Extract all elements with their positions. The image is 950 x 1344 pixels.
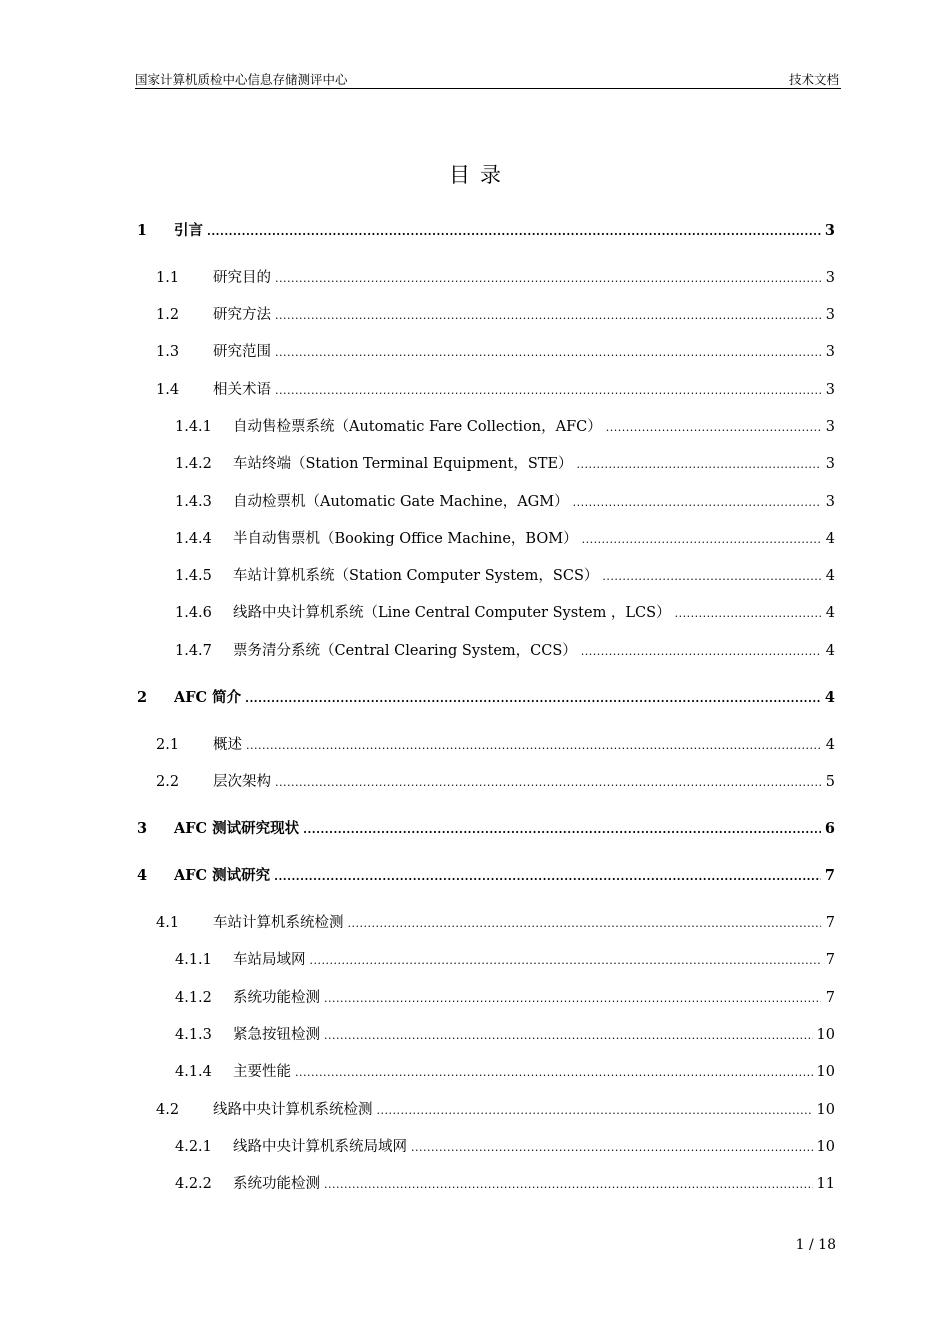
toc-entry-title: AFC 测试研究现状 (174, 820, 300, 837)
toc-entry-title: 紧急按钮检测 (233, 1027, 320, 1043)
toc-entry-page: 4 (825, 737, 835, 753)
toc-dot-leader (411, 1138, 813, 1158)
toc-entry-level3[interactable] (175, 417, 835, 437)
toc-entry-page: 3 (825, 419, 835, 435)
toc-entry-level1[interactable] (137, 819, 835, 839)
toc-entry-number: 1.4.6 (175, 605, 212, 621)
page-number: 1 / 18 (795, 1237, 836, 1253)
toc-entry-page: 7 (825, 915, 835, 931)
toc-entry-page: 7 (824, 867, 835, 884)
toc-entry-level2[interactable] (156, 305, 835, 325)
toc-entry-level3[interactable] (175, 1062, 835, 1082)
toc-entry-title: 研究方法 (213, 307, 271, 323)
toc-entry-number: 1.4.4 (175, 531, 212, 547)
toc-entry-number: 4.1.3 (175, 1027, 212, 1043)
toc-entry-title: 线路中央计算机系统（Line Central Computer System ，LCS） (233, 605, 671, 621)
toc-entry-level1[interactable] (137, 688, 835, 708)
toc-dot-leader (245, 689, 821, 709)
toc-dot-leader (275, 306, 821, 326)
toc-entry-title: 概述 (213, 737, 242, 753)
toc-entry-page: 4 (825, 531, 835, 547)
toc-entry-number: 4.1 (156, 915, 180, 931)
toc-entry-title: 车站终端（Station Terminal Equipment，STE） (233, 456, 573, 472)
toc-entry-number: 1.3 (156, 344, 180, 360)
toc-entry-number: 1.1 (156, 270, 180, 286)
toc-entry-title: 线路中央计算机系统检测 (213, 1102, 373, 1118)
toc-entry-page: 3 (825, 456, 835, 472)
toc-dot-leader (275, 381, 821, 401)
toc-entry-level2[interactable] (156, 268, 835, 288)
toc-dot-leader (348, 914, 822, 934)
toc-entry-level2[interactable] (156, 1100, 835, 1120)
toc-entry-page: 10 (816, 1139, 835, 1155)
toc-entry-number: 4.1.2 (175, 990, 212, 1006)
toc-dot-leader (295, 1063, 813, 1083)
toc-entry-page: 4 (824, 689, 835, 706)
toc-entry-level1[interactable] (137, 866, 835, 886)
toc-entry-page: 3 (825, 307, 835, 323)
toc-entry-title: 研究范围 (213, 344, 271, 360)
toc-entry-page: 4 (825, 605, 835, 621)
toc-dot-leader (577, 455, 821, 475)
toc-dot-leader (377, 1101, 813, 1121)
toc-dot-leader (573, 493, 821, 513)
toc-entry-number: 1 (137, 222, 148, 239)
toc-entry-level3[interactable] (175, 492, 835, 512)
toc-entry-title: 线路中央计算机系统局域网 (233, 1139, 407, 1155)
toc-entry-level1[interactable] (137, 221, 835, 241)
toc-dot-leader (207, 222, 821, 242)
toc-entry-level2[interactable] (156, 735, 835, 755)
toc-dot-leader (324, 1175, 813, 1195)
toc-dot-leader (246, 736, 821, 756)
toc-entry-title: 相关术语 (213, 382, 271, 398)
toc-entry-number: 3 (137, 820, 148, 837)
toc-entry-number: 4.2.1 (175, 1139, 212, 1155)
toc-entry-level2[interactable] (156, 342, 835, 362)
toc-entry-number: 1.4.1 (175, 419, 212, 435)
toc-title: 目录 (449, 163, 511, 187)
toc-entry-page: 4 (825, 568, 835, 584)
toc-entry-title: 自动售检票系统（Automatic Fare Collection，AFC） (233, 419, 602, 435)
toc-entry-level3[interactable] (175, 454, 835, 474)
toc-entry-title: 引言 (174, 222, 203, 239)
toc-entry-page: 3 (825, 382, 835, 398)
toc-entry-level3[interactable] (175, 603, 835, 623)
toc-entry-title: 层次架构 (213, 774, 271, 790)
toc-entry-page: 7 (825, 952, 835, 968)
toc-entry-number: 4.1.1 (175, 952, 212, 968)
toc-entry-level3[interactable] (175, 1137, 835, 1157)
toc-entry-page: 7 (825, 990, 835, 1006)
toc-entry-level3[interactable] (175, 1174, 835, 1194)
toc-entry-page: 4 (825, 643, 835, 659)
toc-entry-level2[interactable] (156, 380, 835, 400)
toc-dot-leader (275, 269, 821, 289)
toc-entry-title: 票务清分系统（Central Clearing System，CCS） (233, 643, 577, 659)
toc-entry-title: 车站计算机系统检测 (213, 915, 344, 931)
toc-entry-page: 10 (816, 1064, 835, 1080)
toc-entry-title: 车站局域网 (233, 952, 306, 968)
toc-entry-title: 自动检票机（Automatic Gate Machine，AGM） (233, 494, 569, 510)
toc-entry-title: 主要性能 (233, 1064, 291, 1080)
toc-dot-leader (582, 530, 821, 550)
toc-entry-number: 4.1.4 (175, 1064, 212, 1080)
toc-entry-title: AFC 测试研究 (174, 867, 271, 884)
toc-entry-level3[interactable] (175, 988, 835, 1008)
toc-entry-page: 3 (825, 494, 835, 510)
toc-entry-page: 3 (825, 270, 835, 286)
toc-entry-title: 系统功能检测 (233, 990, 320, 1006)
toc-dot-leader (324, 989, 821, 1009)
toc-entry-number: 2.2 (156, 774, 180, 790)
toc-entry-number: 1.4.3 (175, 494, 212, 510)
toc-entry-page: 3 (825, 344, 835, 360)
toc-dot-leader (310, 951, 822, 971)
toc-dot-leader (303, 820, 821, 840)
toc-entry-number: 1.4.2 (175, 456, 212, 472)
toc-entry-title: AFC 简介 (174, 689, 242, 706)
toc-entry-number: 1.4 (156, 382, 180, 398)
toc-entry-page: 5 (825, 774, 835, 790)
toc-dot-leader (275, 343, 821, 363)
toc-entry-title: 车站计算机系统（Station Computer System，SCS） (233, 568, 599, 584)
toc-entry-level3[interactable] (175, 566, 835, 586)
toc-entry-level3[interactable] (175, 1025, 835, 1045)
toc-entry-level2[interactable] (156, 913, 835, 933)
toc-entry-number: 1.2 (156, 307, 180, 323)
toc-entry-page: 10 (816, 1027, 835, 1043)
toc-entry-page: 10 (816, 1102, 835, 1118)
toc-entry-title: 半自动售票机（Booking Office Machine，BOM） (233, 531, 578, 547)
header-organization: 国家计算机质检中心信息存储测评中心 (135, 72, 348, 87)
toc-entry-level3[interactable] (175, 641, 835, 661)
toc-entry-number: 4.2 (156, 1102, 180, 1118)
toc-entry-number: 2.1 (156, 737, 180, 753)
toc-dot-leader (602, 567, 821, 587)
toc-entry-number: 4.2.2 (175, 1176, 212, 1192)
toc-dot-leader (675, 604, 821, 624)
toc-entry-title: 系统功能检测 (233, 1176, 320, 1192)
toc-entry-number: 2 (137, 689, 148, 706)
toc-entry-number: 4 (137, 867, 148, 884)
toc-entry-level2[interactable] (156, 772, 835, 792)
toc-entry-level3[interactable] (175, 529, 835, 549)
toc-dot-leader (275, 773, 821, 793)
toc-entry-page: 3 (824, 222, 835, 239)
toc-entry-number: 1.4.7 (175, 643, 212, 659)
header-doc-type: 技术文档 (788, 72, 839, 87)
toc-entry-page: 11 (816, 1176, 835, 1192)
toc-dot-leader (606, 418, 821, 438)
toc-entry-page: 6 (824, 820, 835, 837)
toc-entry-number: 1.4.5 (175, 568, 212, 584)
toc-dot-leader (274, 867, 821, 887)
toc-dot-leader (581, 642, 821, 662)
toc-entry-title: 研究目的 (213, 270, 271, 286)
toc-entry-level3[interactable] (175, 950, 835, 970)
toc-dot-leader (324, 1026, 813, 1046)
